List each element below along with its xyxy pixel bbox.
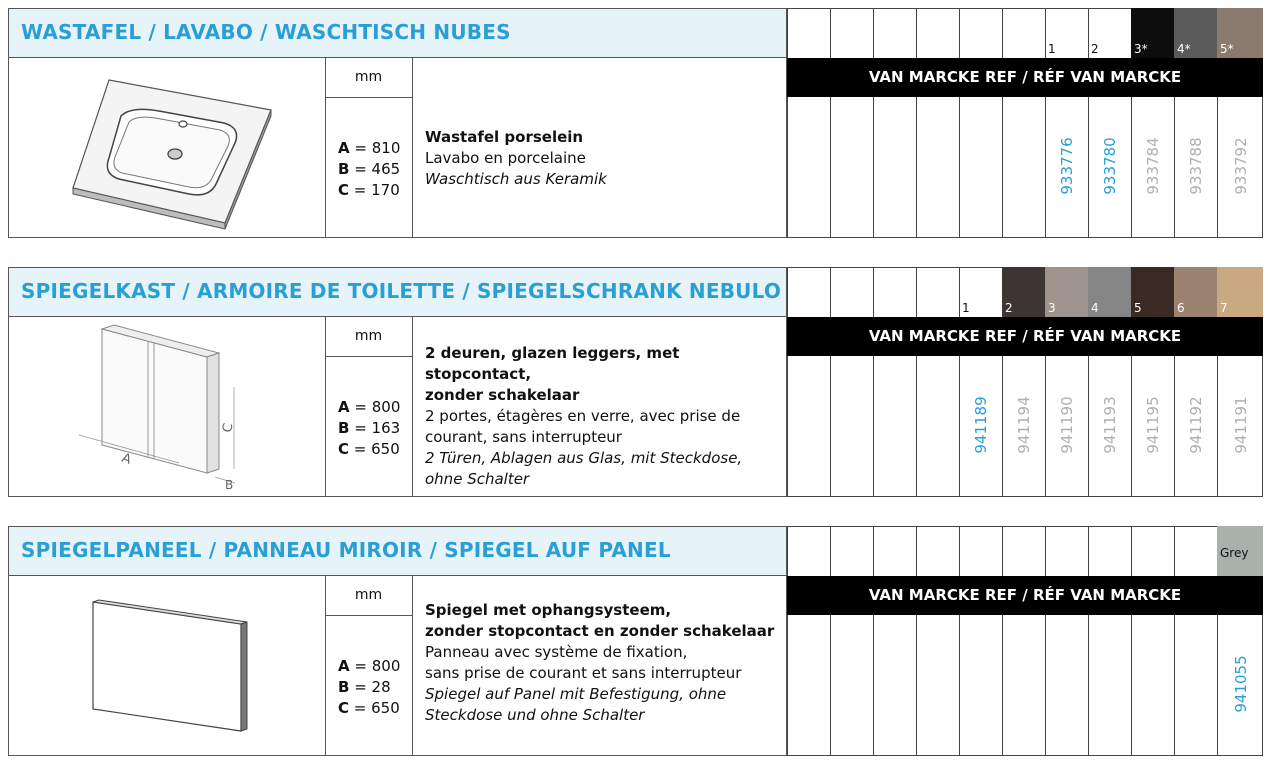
mm-label: mm — [325, 576, 412, 616]
ref-code: 941195 — [1143, 396, 1162, 454]
ref-code: 941191 — [1231, 396, 1250, 454]
section-title: SPIEGELPANEEL / PANNEAU MIROIR / SPIEGEL AUF PANEL — [21, 538, 671, 562]
mm-label: mm — [325, 317, 412, 357]
section-title-bar — [8, 267, 787, 317]
color-swatch-4: 4* — [1174, 8, 1217, 58]
ref-code: 941189 — [971, 396, 990, 454]
color-swatch-5: 5 — [1131, 267, 1174, 317]
color-swatch-3: 3 — [1045, 267, 1088, 317]
color-swatch-2: 2 — [1002, 267, 1045, 317]
svg-text:B: B — [225, 478, 234, 492]
ref-code: 933780 — [1100, 137, 1119, 195]
svg-text:A: A — [119, 450, 134, 468]
reference-grid — [787, 8, 1263, 238]
dimensions-cell — [325, 317, 413, 496]
product-row — [8, 58, 787, 238]
section-wastafel — [0, 8, 1271, 238]
section-spiegelpaneel — [0, 526, 1271, 756]
section-spiegelkast — [0, 267, 1271, 497]
dimensions-cell — [325, 576, 413, 755]
ref-code: 941193 — [1100, 396, 1119, 454]
section-title-bar — [8, 8, 787, 58]
ref-code: 941055 — [1231, 655, 1250, 713]
ref-code: 941194 — [1014, 396, 1033, 454]
product-image — [9, 576, 326, 755]
color-swatch-4: 4 — [1088, 267, 1131, 317]
ref-code: 933776 — [1057, 137, 1076, 195]
color-swatch-7: 7 — [1217, 267, 1263, 317]
ref-code: 933792 — [1231, 137, 1250, 195]
mirror-cabinet-drawing — [9, 317, 325, 496]
ref-code: 933788 — [1186, 137, 1205, 195]
dimensions-list: A = 800 B = 163 C = 650 — [338, 398, 401, 458]
section-title-bar — [8, 526, 787, 576]
product-description: Wastafel porselein Lavabo en porcelaine Waschtisch aus Keramik — [425, 128, 607, 188]
section-title: WASTAFEL / LAVABO / WASCHTISCH NUBES — [21, 20, 511, 44]
svg-text:C: C — [220, 422, 237, 434]
product-row — [8, 576, 787, 756]
ref-header: VAN MARCKE REF / RÉF VAN MARCKE — [787, 58, 1263, 97]
mm-label: mm — [325, 58, 412, 98]
section-title: SPIEGELKAST / ARMOIRE DE TOILETTE / SPIEGELSCHRANK NEBULO — [21, 279, 782, 303]
dimensions-list: A = 800 B = 28 C = 650 — [338, 657, 401, 717]
reference-grid — [787, 267, 1263, 497]
ref-code: 933784 — [1143, 137, 1162, 195]
product-image — [9, 58, 326, 237]
ref-header: VAN MARCKE REF / RÉF VAN MARCKE — [787, 576, 1263, 615]
color-swatch-5: 5* — [1217, 8, 1263, 58]
ref-header: VAN MARCKE REF / RÉF VAN MARCKE — [787, 317, 1263, 356]
mirror-panel-drawing — [9, 576, 325, 755]
color-swatch-3: 3* — [1131, 8, 1174, 58]
color-swatch-grey: Grey — [1217, 526, 1263, 576]
color-swatch-6: 6 — [1174, 267, 1217, 317]
ref-code: 941192 — [1186, 396, 1205, 454]
ref-code: 941190 — [1057, 396, 1076, 454]
product-description: 2 deuren, glazen leggers, met stopcontact, zonder schakelaar 2 portes, étagères en verre, avec prise de courant, sans interrupteur 2 Türen, Ablagen aus Glas, mit Steckdose, ohne Schalter — [425, 344, 743, 488]
color-swatch-1: 1 — [962, 301, 970, 315]
reference-grid — [787, 526, 1263, 756]
dimensions-cell — [325, 58, 413, 237]
color-swatch-1: 1 — [1048, 42, 1056, 56]
product-image — [9, 317, 326, 496]
washbasin-drawing — [9, 58, 325, 237]
product-row — [8, 317, 787, 497]
color-swatch-2: 2 — [1091, 42, 1099, 56]
dimensions-list: A = 810 B = 465 C = 170 — [338, 139, 401, 199]
product-description: Spiegel met ophangsysteem, zonder stopcontact en zonder schakelaar Panneau avec système de fixation, sans prise de courant et sans interrupteur Spiegel auf Panel mit Befestigung, ohne Steckdose und ohne Schalter — [425, 601, 775, 724]
